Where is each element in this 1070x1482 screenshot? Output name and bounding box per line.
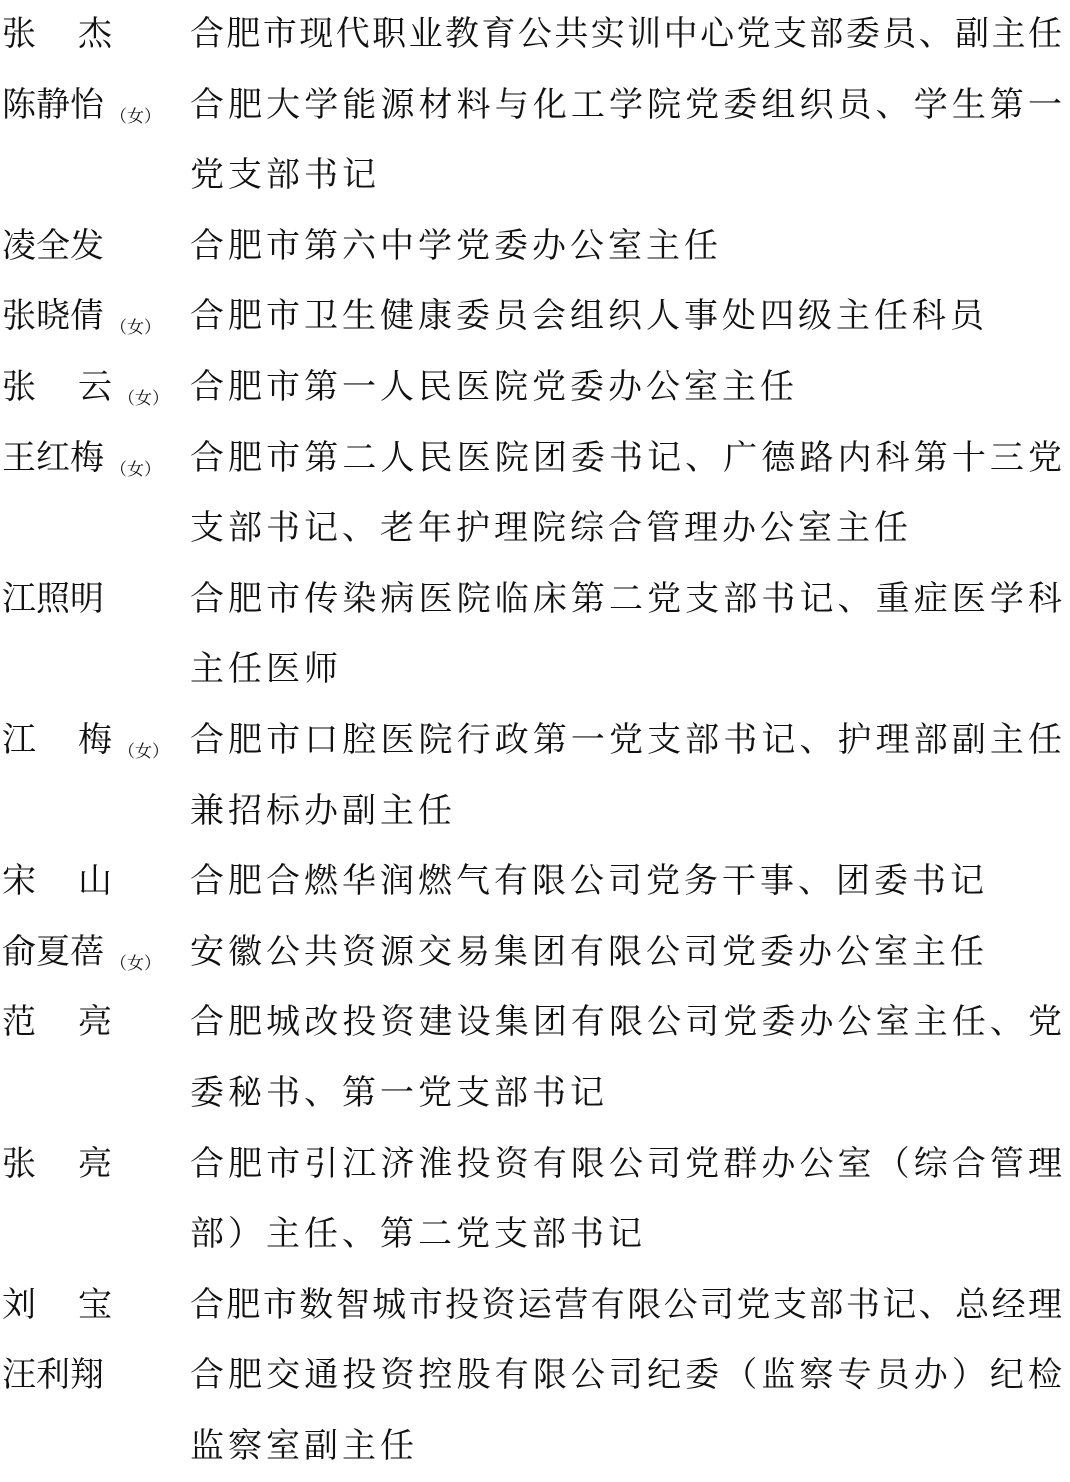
name-char: 杰 [78, 14, 112, 54]
person-name-text: 江照明 [2, 578, 104, 619]
list-item [0, 565, 1070, 706]
female-mark: （女） [110, 953, 161, 974]
position-title: 主任医师 [190, 649, 342, 690]
name-char: 江 [2, 719, 36, 760]
position-title: 合肥市数智城市投资运营有限公司党支部书记、总经理 [190, 1284, 1062, 1325]
person-name [2, 930, 188, 974]
entry-line [0, 494, 1070, 565]
name-char: 云 [78, 366, 112, 407]
position-title: 合肥市卫生健康委员会组织人事处四级主任科员 [190, 296, 988, 337]
name-char: 张 [2, 366, 36, 407]
entry-line [0, 565, 1070, 636]
list-item [0, 212, 1070, 283]
entry-line [0, 1271, 1070, 1342]
entry-line [0, 141, 1070, 212]
entry-line [0, 353, 1070, 424]
entry-line [0, 777, 1070, 848]
list-item [0, 988, 1070, 1129]
person-name [2, 365, 188, 409]
person-name-text [2, 1000, 112, 1044]
position-title: 合肥市传染病医院临床第二党支部书记、重症医学科 [190, 578, 1062, 619]
person-name [2, 718, 188, 762]
list-item [0, 0, 1070, 71]
entry-line [0, 1412, 1070, 1482]
person-name [2, 436, 188, 480]
person-name-text [2, 12, 112, 56]
person-name [2, 1142, 188, 1186]
list-item [0, 71, 1070, 212]
name-char: 范 [2, 1002, 36, 1043]
entry-line [0, 1130, 1070, 1201]
person-name-text: 张晓倩 [2, 296, 104, 337]
person-name-text: 凌全发 [2, 225, 104, 266]
list-item [0, 1341, 1070, 1482]
name-char: 山 [78, 861, 112, 902]
female-mark: （女） [110, 318, 161, 339]
entry-line [0, 1059, 1070, 1130]
position-title: 合肥市第六中学党委办公室主任 [190, 225, 722, 266]
name-char: 亮 [78, 1143, 112, 1184]
list-item [0, 282, 1070, 353]
person-name-text: 陈静怡 [2, 84, 104, 125]
person-name [2, 859, 188, 903]
entry-line [0, 635, 1070, 706]
name-char: 宝 [78, 1284, 112, 1325]
person-name-text: 王红梅 [2, 437, 104, 478]
position-title: 合肥市现代职业教育公共实训中心党支部委员、副主任 [190, 14, 1062, 54]
person-name-text: 汪利翔 [2, 1355, 104, 1396]
entry-line [0, 71, 1070, 142]
name-char: 梅 [78, 719, 112, 760]
female-mark: （女） [118, 741, 169, 762]
name-char: 宋 [2, 861, 36, 902]
position-title: 兼招标办副主任 [190, 790, 456, 831]
list-item [0, 353, 1070, 424]
person-name-text [2, 1142, 112, 1186]
person-name-text [2, 859, 112, 903]
position-title: 党支部书记 [190, 155, 380, 196]
position-title: 合肥市第一人民医院党委办公室主任 [190, 366, 798, 407]
position-title: 安徽公共资源交易集团有限公司党委办公室主任 [190, 931, 988, 972]
female-mark: （女） [118, 388, 169, 409]
position-title: 合肥合燃华润燃气有限公司党务干事、团委书记 [190, 861, 988, 902]
position-title: 监察室副主任 [190, 1425, 418, 1466]
position-title: 支部书记、老年护理院综合管理办公室主任 [190, 508, 912, 549]
position-title: 合肥城改投资建设集团有限公司党委办公室主任、党 [190, 1002, 1062, 1043]
position-title: 合肥大学能源材料与化工学院党委组织员、学生第一 [190, 84, 1062, 125]
name-char: 刘 [2, 1284, 36, 1325]
position-title: 合肥交通投资控股有限公司纪委（监察专员办）纪检 [190, 1355, 1062, 1396]
entry-line [0, 1200, 1070, 1271]
entry-line [0, 847, 1070, 918]
female-mark: （女） [110, 459, 161, 480]
list-item [0, 1130, 1070, 1271]
entry-line [0, 0, 1070, 71]
person-name-text [2, 1283, 112, 1327]
position-title: 委秘书、第一党支部书记 [190, 1072, 608, 1113]
position-title: 合肥市引江济淮投资有限公司党群办公室（综合管理 [190, 1143, 1062, 1184]
person-name [2, 1283, 188, 1327]
entry-line [0, 212, 1070, 283]
entry-line [0, 918, 1070, 989]
person-name [2, 294, 188, 338]
female-mark: （女） [110, 106, 161, 127]
person-name [2, 83, 188, 127]
name-char: 张 [2, 14, 36, 54]
person-name [2, 12, 188, 56]
position-title: 部）主任、第二党支部书记 [190, 1214, 646, 1255]
position-title: 合肥市第二人民医院团委书记、广德路内科第十三党 [190, 437, 1062, 478]
list-item [0, 706, 1070, 847]
position-title: 合肥市口腔医院行政第一党支部书记、护理部副主任 [190, 719, 1062, 760]
entry-line [0, 988, 1070, 1059]
list-item [0, 918, 1070, 989]
person-name [2, 224, 188, 268]
person-name [2, 577, 188, 621]
entry-line [0, 706, 1070, 777]
entry-line [0, 1341, 1070, 1412]
entry-line [0, 424, 1070, 495]
list-item [0, 847, 1070, 918]
person-name [2, 1000, 188, 1044]
entry-line [0, 282, 1070, 353]
person-name-text: 俞夏蓓 [2, 931, 104, 972]
name-char: 张 [2, 1143, 36, 1184]
person-name-text [2, 718, 112, 762]
person-name [2, 1353, 188, 1397]
person-name-text [2, 365, 112, 409]
name-char: 亮 [78, 1002, 112, 1043]
list-item [0, 424, 1070, 565]
list-item [0, 1271, 1070, 1342]
